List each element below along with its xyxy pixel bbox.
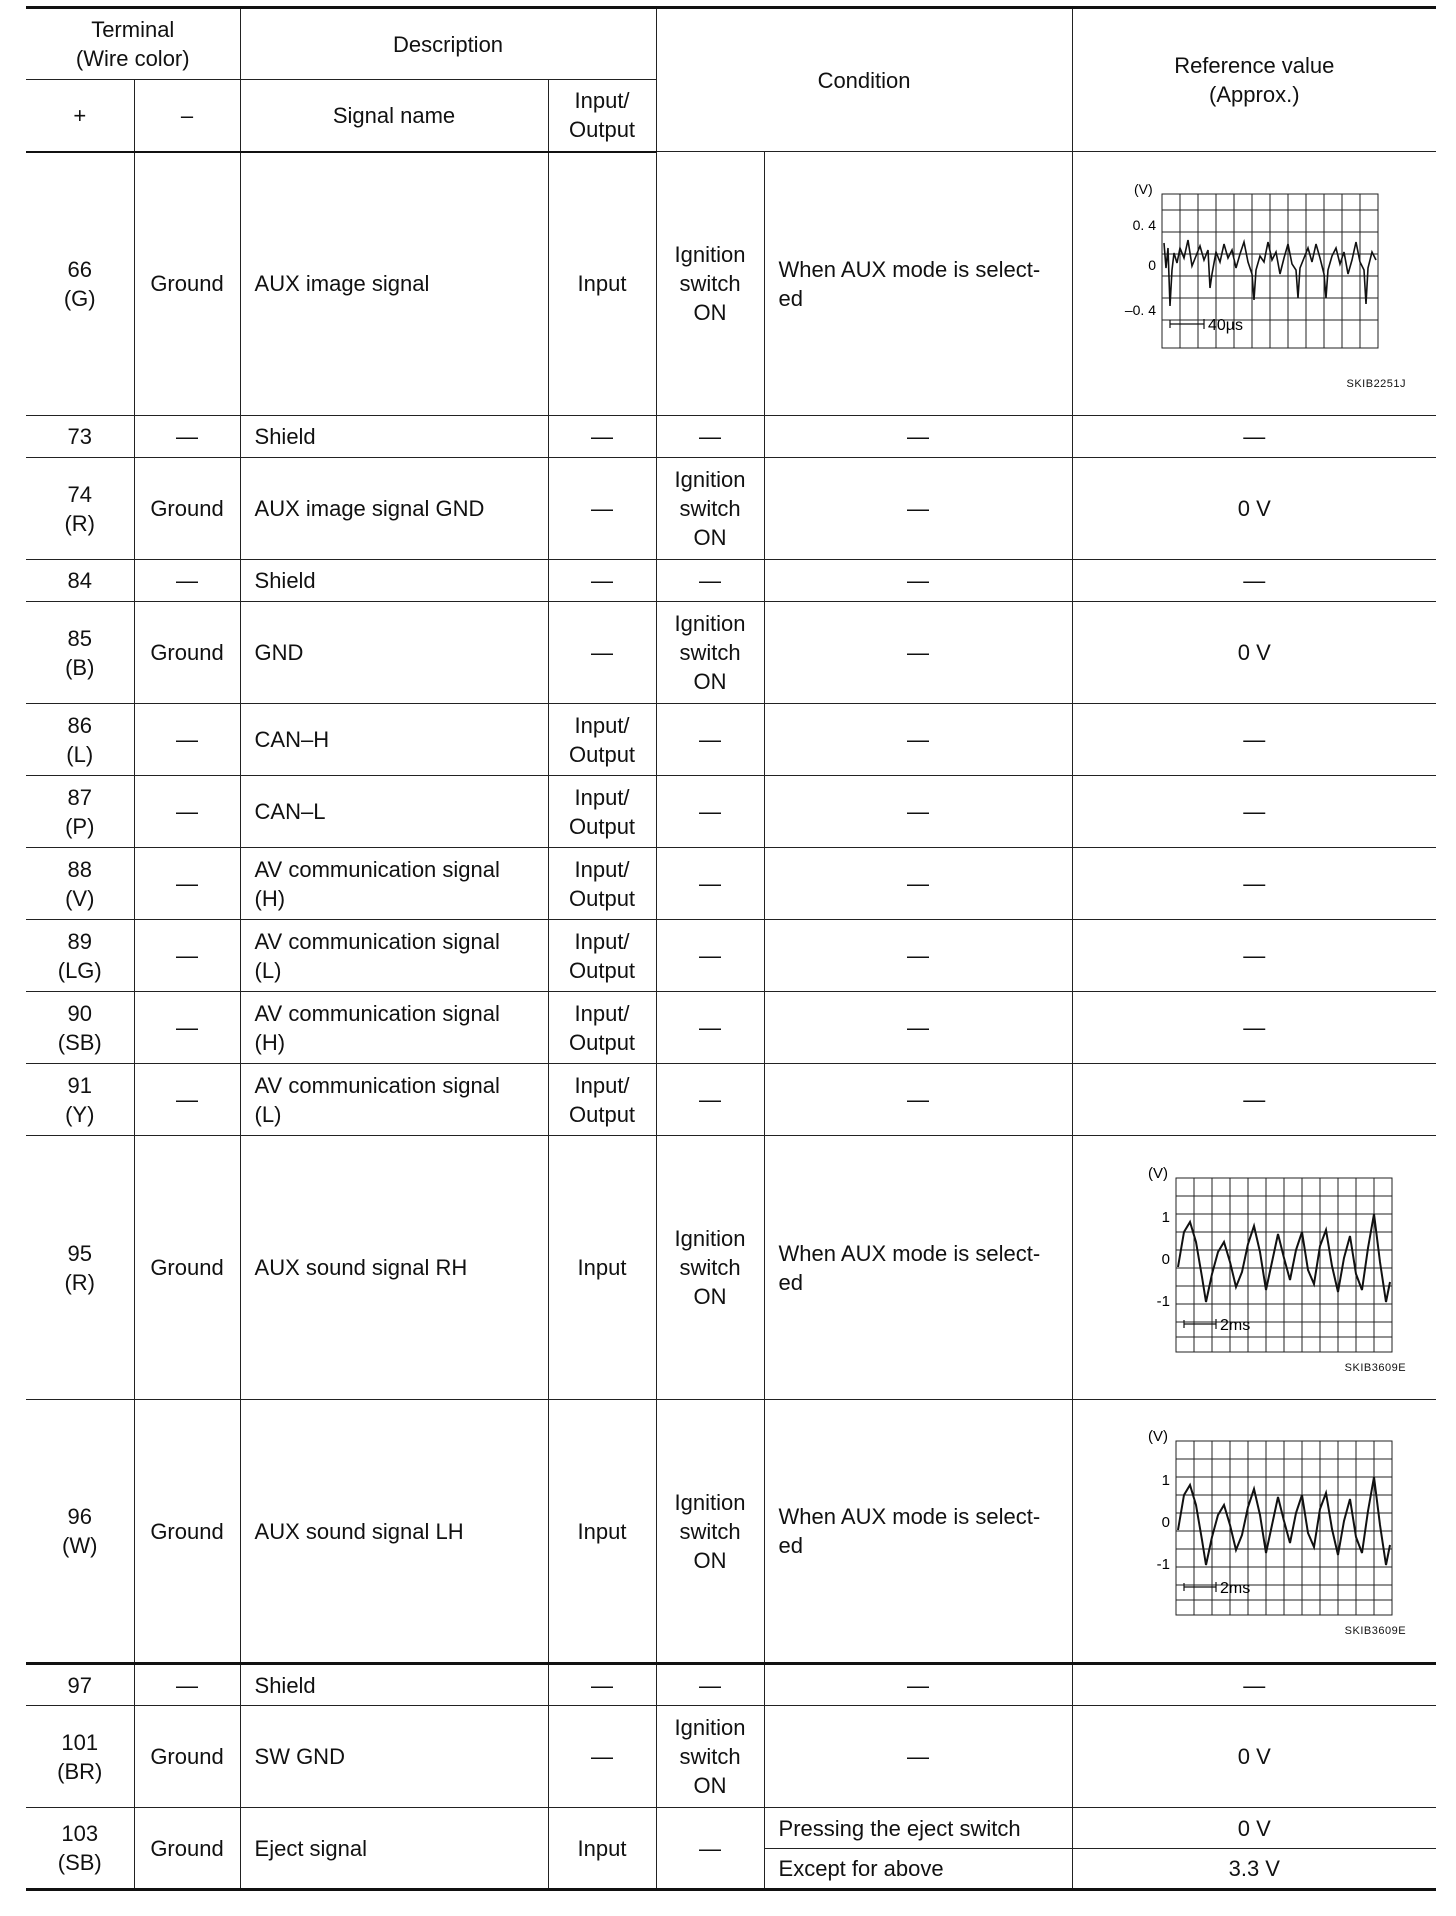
table-row xyxy=(26,1400,1436,1664)
io-type: — xyxy=(548,602,656,704)
reference-value: 0 V xyxy=(1072,602,1436,704)
reference-header: Reference value (Approx.) xyxy=(1072,8,1436,152)
timebase-label: 2ms xyxy=(1220,1316,1251,1334)
terminal-plus: 88 (V) xyxy=(26,848,134,920)
reference-value: — xyxy=(1072,416,1436,458)
table-row xyxy=(26,992,1436,1064)
io-type: Input xyxy=(548,1136,656,1400)
reference-value: — xyxy=(1072,992,1436,1064)
ignition-condition: Ignition switch ON xyxy=(656,602,764,704)
reference-waveform-cell xyxy=(1072,1136,1436,1400)
io-type: Input/ Output xyxy=(548,704,656,776)
timebase-marker xyxy=(1184,1582,1216,1592)
table-row xyxy=(26,560,1436,602)
condition: — xyxy=(764,992,1072,1064)
y-tick-bot: -1 xyxy=(1156,1292,1171,1310)
figure-code: SKIB3609E xyxy=(1344,1361,1407,1374)
timebase-label: 40µs xyxy=(1208,316,1244,334)
terminal-minus: Ground xyxy=(134,602,240,704)
terminal-minus: — xyxy=(134,776,240,848)
waveform-grid xyxy=(1162,194,1378,348)
ignition-condition: — xyxy=(656,992,764,1064)
table-row xyxy=(26,1808,1436,1849)
condition-header: Condition xyxy=(656,8,1072,152)
terminal-plus: 84 xyxy=(26,560,134,602)
condition: — xyxy=(764,1064,1072,1136)
reference-value: — xyxy=(1072,704,1436,776)
reference-value-eject-pressed: 0 V xyxy=(1072,1808,1436,1849)
terminal-minus: — xyxy=(134,992,240,1064)
signal-name: AV communication signal (H) xyxy=(240,992,548,1064)
io-type: Input/ Output xyxy=(548,1064,656,1136)
reference-value: — xyxy=(1072,848,1436,920)
signal-name: Eject signal xyxy=(240,1808,548,1890)
condition: — xyxy=(764,1664,1072,1706)
ignition-condition: — xyxy=(656,560,764,602)
terminal-plus: 89 (LG) xyxy=(26,920,134,992)
condition-eject-pressed: Pressing the eject switch xyxy=(764,1808,1072,1849)
ignition-condition: — xyxy=(656,704,764,776)
terminal-plus: 85 (B) xyxy=(26,602,134,704)
y-tick-mid: 0 xyxy=(1161,1514,1171,1531)
io-header: Input/ Output xyxy=(548,80,656,152)
signal-name: SW GND xyxy=(240,1706,548,1808)
condition: — xyxy=(764,1706,1072,1808)
terminal-plus: 91 (Y) xyxy=(26,1064,134,1136)
table-row xyxy=(26,848,1436,920)
description-header: Description xyxy=(240,8,656,80)
ignition-condition: — xyxy=(656,1808,764,1890)
figure-code: SKIB3609E xyxy=(1344,1625,1407,1637)
terminal-minus: — xyxy=(134,1064,240,1136)
y-tick-bot: –0. 4 xyxy=(1125,301,1157,318)
terminal-plus: 101 (BR) xyxy=(26,1706,134,1808)
terminal-minus: Ground xyxy=(134,458,240,560)
reference-value: — xyxy=(1072,1064,1436,1136)
io-type: — xyxy=(548,1664,656,1706)
signal-name: CAN–H xyxy=(240,704,548,776)
signal-name: Shield xyxy=(240,560,548,602)
reference-value-eject-other: 3.3 V xyxy=(1072,1849,1436,1890)
terminal-minus: Ground xyxy=(134,1400,240,1664)
ignition-condition: — xyxy=(656,1664,764,1706)
io-type: Input xyxy=(548,1400,656,1664)
terminal-plus: 73 xyxy=(26,416,134,458)
io-type: Input/ Output xyxy=(548,920,656,992)
signal-name: Shield xyxy=(240,416,548,458)
reference-waveform-cell xyxy=(1072,1400,1436,1664)
ignition-condition: Ignition switch ON xyxy=(656,1136,764,1400)
reference-value: — xyxy=(1072,560,1436,602)
condition: — xyxy=(764,416,1072,458)
terminal-plus: 96 (W) xyxy=(26,1400,134,1664)
signal-name: AUX image signal xyxy=(240,152,548,416)
condition: When AUX mode is select- ed xyxy=(764,152,1072,416)
table-row xyxy=(26,776,1436,848)
terminal-minus: Ground xyxy=(134,1808,240,1890)
terminal-header: Terminal (Wire color) xyxy=(26,8,240,80)
ignition-condition: Ignition switch ON xyxy=(656,152,764,416)
condition: When AUX mode is select- ed xyxy=(764,1400,1072,1664)
table-row xyxy=(26,1136,1436,1400)
aux-sound-lh-waveform xyxy=(1104,1425,1404,1625)
condition: — xyxy=(764,560,1072,602)
table-row xyxy=(26,602,1436,704)
condition: — xyxy=(764,848,1072,920)
terminal-minus: — xyxy=(134,416,240,458)
signal-name: CAN–L xyxy=(240,776,548,848)
reference-value: — xyxy=(1072,776,1436,848)
condition: — xyxy=(764,920,1072,992)
ignition-condition: Ignition switch ON xyxy=(656,458,764,560)
signal-name: AV communication signal (H) xyxy=(240,848,548,920)
y-tick-mid: 0 xyxy=(1148,256,1157,273)
table-row xyxy=(26,1664,1436,1706)
io-type: — xyxy=(548,458,656,560)
terminal-minus: Ground xyxy=(134,1136,240,1400)
plus-header: + xyxy=(26,80,134,152)
table-row xyxy=(26,458,1436,560)
condition: — xyxy=(764,704,1072,776)
terminal-plus: 90 (SB) xyxy=(26,992,134,1064)
terminal-minus: — xyxy=(134,848,240,920)
ignition-condition: Ignition switch ON xyxy=(656,1400,764,1664)
condition: — xyxy=(764,602,1072,704)
terminal-plus: 87 (P) xyxy=(26,776,134,848)
io-type: Input/ Output xyxy=(548,992,656,1064)
terminal-plus: 86 (L) xyxy=(26,704,134,776)
signal-name: AUX sound signal LH xyxy=(240,1400,548,1664)
y-unit: (V) xyxy=(1148,1428,1169,1445)
aux-image-waveform xyxy=(1104,178,1404,378)
y-tick-top: 0. 4 xyxy=(1132,216,1157,233)
y-tick-bot: -1 xyxy=(1156,1556,1171,1573)
terminal-minus: Ground xyxy=(134,1706,240,1808)
terminal-minus: Ground xyxy=(134,152,240,416)
terminal-minus: — xyxy=(134,560,240,602)
waveform-grid xyxy=(1176,1178,1392,1352)
signal-name: AV communication signal (L) xyxy=(240,920,548,992)
io-type: — xyxy=(548,560,656,602)
terminal-plus: 97 xyxy=(26,1664,134,1706)
ignition-condition: — xyxy=(656,776,764,848)
terminal-plus: 74 (R) xyxy=(26,458,134,560)
y-tick-mid: 0 xyxy=(1161,1250,1171,1268)
minus-header: – xyxy=(134,80,240,152)
ignition-condition: Ignition switch ON xyxy=(656,1706,764,1808)
io-type: Input/ Output xyxy=(548,776,656,848)
terminal-plus: 66 (G) xyxy=(26,152,134,416)
signal-name: AV communication signal (L) xyxy=(240,1064,548,1136)
reference-value: 0 V xyxy=(1072,1706,1436,1808)
terminal-table xyxy=(26,6,1436,1891)
table-row xyxy=(26,152,1436,416)
reference-value: 0 V xyxy=(1072,458,1436,560)
terminal-minus: — xyxy=(134,704,240,776)
y-unit: (V) xyxy=(1134,180,1153,197)
ignition-condition: — xyxy=(656,416,764,458)
signal-name-header: Signal name xyxy=(240,80,548,152)
table-row xyxy=(26,704,1436,776)
table-row xyxy=(26,1706,1436,1808)
io-type: Input xyxy=(548,1808,656,1890)
y-tick-top: 1 xyxy=(1161,1208,1171,1226)
reference-value: — xyxy=(1072,920,1436,992)
terminal-minus: — xyxy=(134,1664,240,1706)
aux-sound-rh-waveform xyxy=(1104,1162,1404,1362)
timebase-marker xyxy=(1184,1319,1216,1329)
figure-code: SKIB2251J xyxy=(1346,377,1407,390)
ignition-condition: — xyxy=(656,1064,764,1136)
table-row xyxy=(26,1064,1436,1136)
condition: — xyxy=(764,776,1072,848)
y-tick-top: 1 xyxy=(1161,1472,1171,1489)
reference-waveform-cell xyxy=(1072,152,1436,416)
signal-name: Shield xyxy=(240,1664,548,1706)
io-type: Input/ Output xyxy=(548,848,656,920)
waveform-grid xyxy=(1176,1441,1392,1615)
io-type: Input xyxy=(548,152,656,416)
condition-eject-other: Except for above xyxy=(764,1849,1072,1890)
signal-name: AUX sound signal RH xyxy=(240,1136,548,1400)
terminal-plus: 95 (R) xyxy=(26,1136,134,1400)
signal-name: GND xyxy=(240,602,548,704)
io-type: — xyxy=(548,1706,656,1808)
y-unit: (V) xyxy=(1148,1164,1169,1182)
terminal-minus: — xyxy=(134,920,240,992)
terminal-plus: 103 (SB) xyxy=(26,1808,134,1890)
condition: — xyxy=(764,458,1072,560)
signal-name: AUX image signal GND xyxy=(240,458,548,560)
condition: When AUX mode is select- ed xyxy=(764,1136,1072,1400)
table-row xyxy=(26,416,1436,458)
ignition-condition: — xyxy=(656,920,764,992)
ignition-condition: — xyxy=(656,848,764,920)
table-row xyxy=(26,920,1436,992)
timebase-label: 2ms xyxy=(1220,1580,1251,1597)
reference-value: — xyxy=(1072,1664,1436,1706)
io-type: — xyxy=(548,416,656,458)
